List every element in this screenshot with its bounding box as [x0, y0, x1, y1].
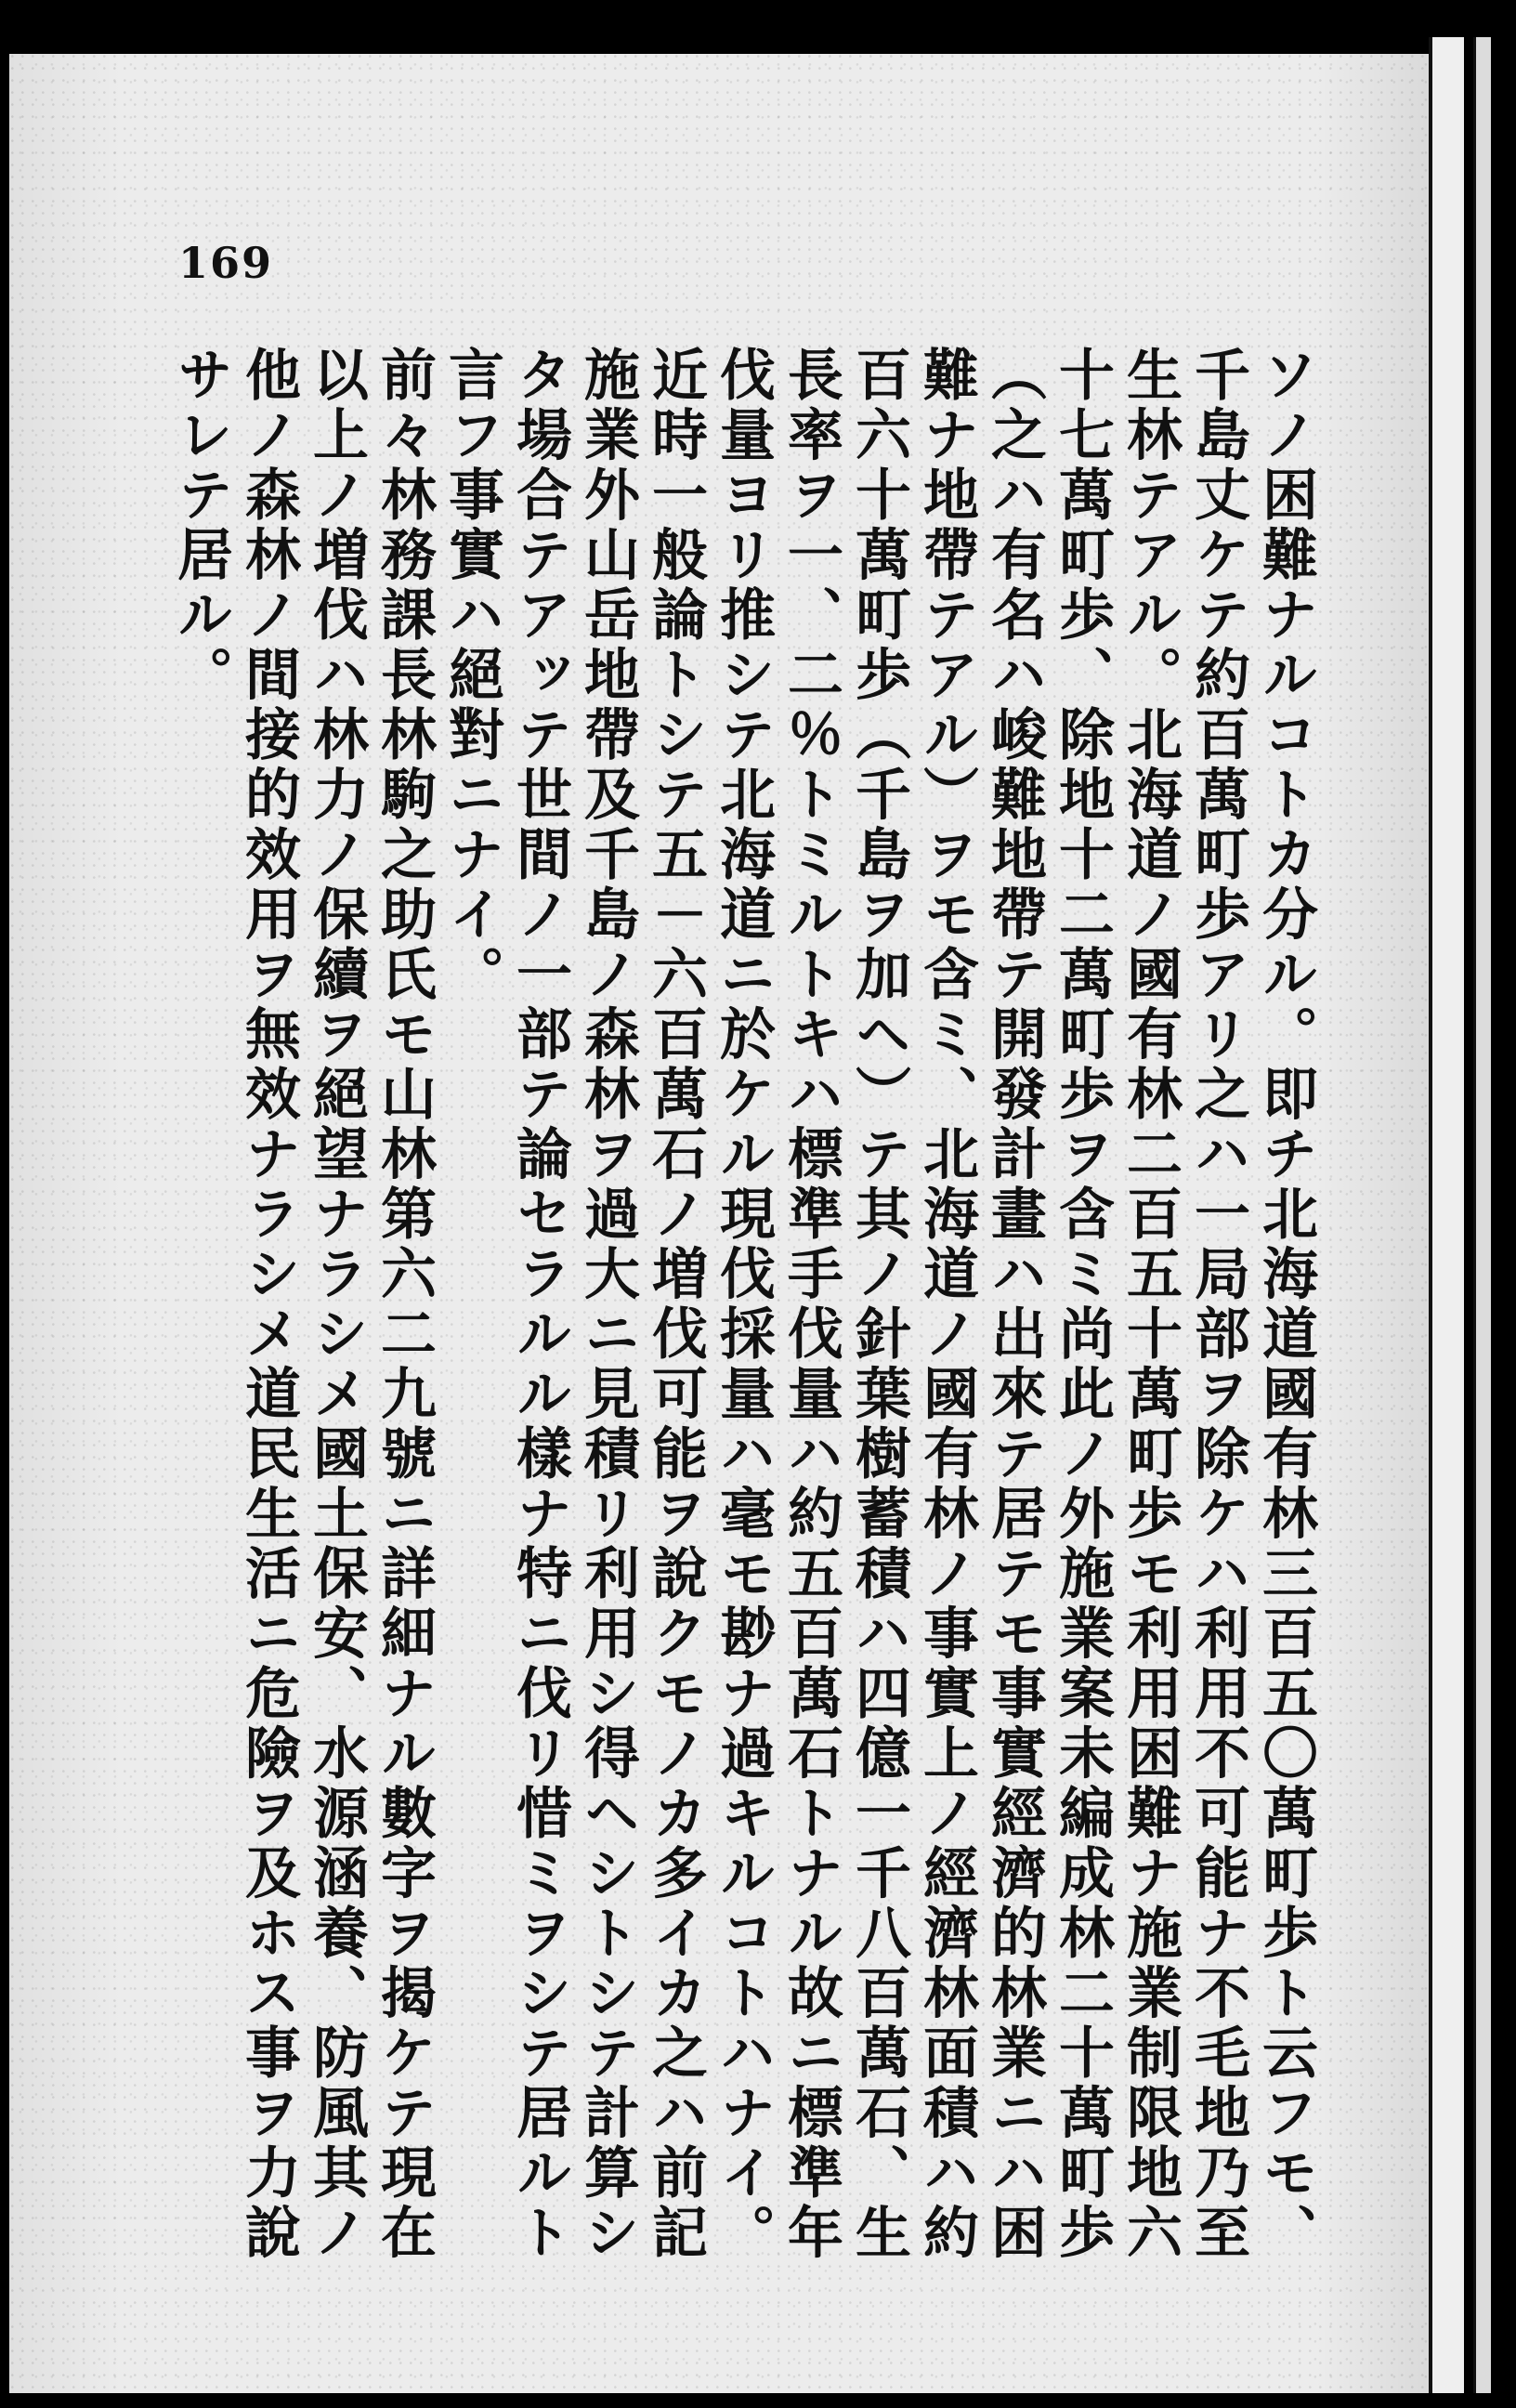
text-column: 以上ノ増伐ハ林力ノ保續ヲ絕望ナラシメ國土保安、水源涵養、防風其ノ — [304, 346, 369, 2263]
book-gutter — [1429, 37, 1464, 2393]
book-gutter-inner — [1473, 37, 1491, 2393]
text-column: 近時一般論トシテ五－六百萬石ノ増伐可能ヲ說クモノカ多イカ之ハ前記 — [643, 346, 708, 2263]
text-column: ソノ困難ナルコトカ分ル。即チ北海道國有林三百五〇萬町歩ト云フモ、 — [1253, 346, 1318, 2263]
text-column: 長率ヲ一、二％トミルトキハ標準手伐量ハ約五百萬石トナル故ニ標準年 — [778, 346, 843, 2263]
text-column: 前々林務課長林駒之助氏モ山林第六二九號ニ詳細ナル數字ヲ揭ケテ現在 — [372, 346, 437, 2263]
text-column: 千島丈ケテ約百萬町歩アリ之ハ一局部ヲ除ケハ利用不可能ナ不毛地乃至 — [1185, 346, 1250, 2263]
text-column: 百六十萬町歩（千島ヲ加ヘ）テ其ノ針葉樹蓄積ハ四億一千八百萬石、生 — [846, 346, 911, 2263]
text-column: 言フ事實ハ絕對ニナイ。 — [439, 346, 504, 1005]
text-column: 施業外山岳地帶及千島ノ森林ヲ過大ニ見積リ利用シ得ヘシトシテ計算シ — [575, 346, 640, 2263]
page-number: 169 — [178, 238, 274, 288]
text-column: 生林テアル。北海道ノ國有林二百五十萬町歩モ利用困難ナ施業制限地六 — [1117, 346, 1183, 2263]
text-column: 十七萬町歩、除地十二萬町歩ヲ含ミ尚此ノ外施業案未編成林二十萬町歩 — [1050, 346, 1115, 2263]
text-column: （之ハ有名ハ峻難地帶テ開發計畫ハ出來テ居テモ事實經濟的林業ニハ困 — [982, 346, 1047, 2263]
text-column: 伐量ヨリ推シテ北海道ニ於ケル現伐採量ハ毫モ尠ナ過キルコトハナイ。 — [711, 346, 776, 2263]
text-column: 難ナ地帶テアル）ヲモ含ミ、北海道ノ國有林ノ事實上ノ經濟林面積ハ約 — [914, 346, 979, 2263]
text-column: 他ノ森林ノ間接的效用ヲ無效ナラシメ道民生活ニ危險ヲ及ホス事ヲ力說 — [236, 346, 301, 2263]
text-column: タ場合テアッテ世間ノ一部テ論セラルル樣ナ特ニ伐リ惜ミヲシテ居ルト — [507, 346, 572, 2263]
text-column: サレテ居ル。 — [168, 346, 233, 705]
